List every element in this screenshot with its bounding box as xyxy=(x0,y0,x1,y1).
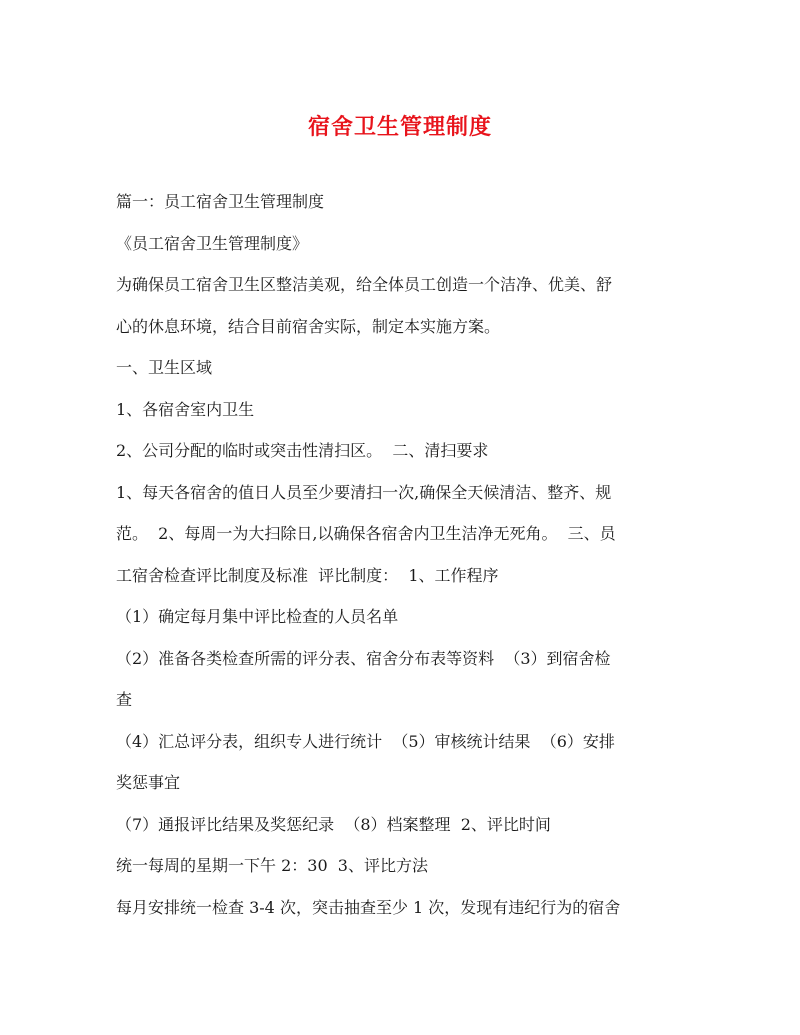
body-line: （2）准备各类检查所需的评分表、宿舍分布表等资料 （3）到宿舍检 xyxy=(116,648,611,668)
body-line: 篇一：员工宿舍卫生管理制度 xyxy=(116,192,325,211)
body-line: 为确保员工宿舍卫生区整洁美观，给全体员工创造一个洁净、优美、舒 xyxy=(116,275,613,294)
body-line: 1、各宿舍室内卫生 xyxy=(116,399,255,419)
body-line: 查 xyxy=(116,690,133,709)
body-line: 每月安排统一检查 3-4 次，突击抽查至少 1 次，发现有违纪行为的宿舍 xyxy=(116,897,621,917)
body-line: 统一每周的星期一下午 2：30 3、评比方法 xyxy=(116,856,428,875)
body-line: 2、公司分配的临时或突击性清扫区。 二、清扫要求 xyxy=(116,441,489,460)
body-line: （4）汇总评分表，组织专人进行统计 （5）审核统计结果 （6）安排 xyxy=(116,731,615,751)
body-line: 《员工宿舍卫生管理制度》 xyxy=(116,233,309,253)
body-line: 心的休息环境，结合目前宿舍实际，制定本实施方案。 xyxy=(116,316,501,336)
body-line: 一、卫生区域 xyxy=(116,358,213,377)
body-line: 范。 2、每周一为大扫除日,以确保各宿舍内卫生洁净无死角。 三、员 xyxy=(116,524,616,543)
body-line: 工宿舍检查评比制度及标准 评比制度： 1、工作程序 xyxy=(116,565,499,585)
document-title: 宿舍卫生管理制度 xyxy=(307,114,492,140)
body-line: （1）确定每月集中评比检查的人员名单 xyxy=(116,607,399,626)
body-line: 奖惩事宜 xyxy=(116,773,181,792)
body-line: 1、每天各宿舍的值日人员至少要清扫一次,确保全天候清洁、整齐、规 xyxy=(116,482,612,502)
document-body xyxy=(116,181,696,928)
body-line: （7）通报评比结果及奖惩纪录 （8）档案整理 2、评比时间 xyxy=(116,814,551,834)
